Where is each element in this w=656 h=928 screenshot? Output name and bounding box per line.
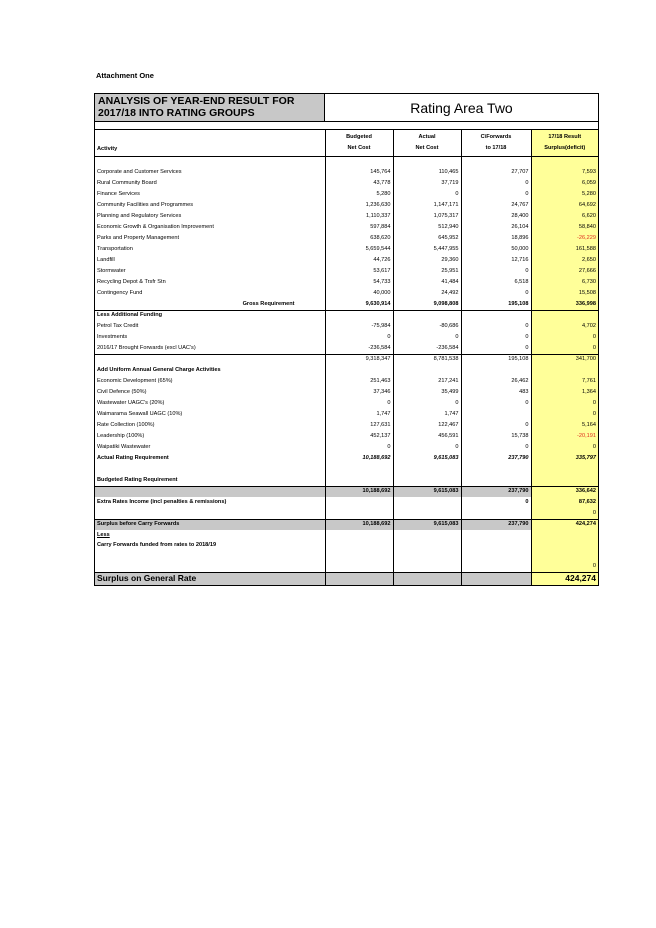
cell-actual: 1,075,317 <box>393 211 461 222</box>
carry-forwards-row <box>95 541 598 561</box>
activity-row <box>95 266 598 277</box>
row-label: Investments <box>97 334 128 340</box>
row-label: Actual Rating Requirement <box>97 455 169 461</box>
cell-actual <box>393 464 461 475</box>
cell-fwd <box>461 310 531 321</box>
cell-fwd <box>461 464 531 475</box>
cell-fwd: 12,716 <box>461 255 531 266</box>
activity-row <box>95 233 598 244</box>
header-spacer <box>95 122 598 130</box>
cell-fwd <box>461 475 531 486</box>
cell-budget: 127,631 <box>325 420 393 431</box>
cell-result: 335,797 <box>531 453 598 464</box>
cell-actual: 24,492 <box>393 288 461 299</box>
activity-row <box>95 178 598 189</box>
cell-result: 0 <box>531 409 598 420</box>
cell-actual: 110,465 <box>393 167 461 178</box>
less-row <box>95 530 598 541</box>
cell-budget: 145,764 <box>325 167 393 178</box>
cell-result <box>531 156 598 167</box>
cell-fwd: 24,767 <box>461 200 531 211</box>
cell-result: 341,700 <box>531 354 598 365</box>
cell-fwd: 237,790 <box>461 519 531 530</box>
activity-row <box>95 222 598 233</box>
cell-actual <box>393 497 461 508</box>
cell-actual: 217,241 <box>393 376 461 387</box>
budgeted-header <box>325 130 393 156</box>
less-funding-heading <box>95 310 598 321</box>
activity-header: Activity <box>97 145 118 152</box>
sheet-title-line2: 2017/18 INTO RATING GROUPS <box>98 107 255 119</box>
forwards-header-l2: to 17/18 <box>485 144 507 151</box>
cell-fwd <box>461 572 531 585</box>
cell-fwd: 237,790 <box>461 453 531 464</box>
row-label: Rural Community Board <box>97 180 157 186</box>
cell-fwd <box>461 561 531 572</box>
sheet-title <box>95 94 325 121</box>
row-label <box>95 561 325 572</box>
cell-budget: 638,620 <box>325 233 393 244</box>
cell-result <box>531 530 598 541</box>
cell-result: 6,620 <box>531 211 598 222</box>
cell-budget: 54,733 <box>325 277 393 288</box>
cell-fwd: 0 <box>461 343 531 354</box>
cell-fwd: 50,000 <box>461 244 531 255</box>
cell-result: 4,702 <box>531 321 598 332</box>
cell-result: 64,692 <box>531 200 598 211</box>
cell-fwd: 0 <box>461 398 531 409</box>
cell-actual: 35,499 <box>393 387 461 398</box>
cell-budget: 0 <box>325 332 393 343</box>
row-label <box>95 486 325 497</box>
cell-result: 58,840 <box>531 222 598 233</box>
cell-fwd: 0 <box>461 332 531 343</box>
row-label: Planning and Regulatory Services <box>97 213 182 219</box>
cell-actual: 25,951 <box>393 266 461 277</box>
row-label: 2016/17 Brought Forwards (excl UAC's) <box>97 344 196 351</box>
actual-header-l1: Actual <box>418 133 436 140</box>
row-label: Stormwater <box>97 268 126 274</box>
uagc-heading <box>95 365 598 376</box>
cell-result: 0 <box>531 561 598 572</box>
cell-actual: 1,747 <box>393 409 461 420</box>
cell-budget: 9,630,914 <box>325 299 393 310</box>
actual-rating-row <box>95 453 598 464</box>
cell-fwd: 27,707 <box>461 167 531 178</box>
row-label: Community Facilities and Programmes <box>97 202 194 208</box>
cell-fwd: 0 <box>461 178 531 189</box>
rating-area-title: Rating Area Two <box>410 99 513 116</box>
row-label: Surplus on General Rate <box>95 572 325 585</box>
cell-budget: 5,280 <box>325 189 393 200</box>
cell-actual: 122,467 <box>393 420 461 431</box>
result-header-l2: Surplus(deficit) <box>544 144 586 151</box>
cell-budget: 40,000 <box>325 288 393 299</box>
cell-actual: 456,591 <box>393 431 461 442</box>
row-label: Corporate and Customer Services <box>97 169 182 175</box>
cell-fwd: 26,462 <box>461 376 531 387</box>
cell-budget <box>325 156 393 167</box>
cell-budget <box>325 541 393 561</box>
cell-budget: 37,346 <box>325 387 393 398</box>
column-header-row <box>95 130 598 156</box>
surplus-before-row <box>95 519 598 530</box>
cell-budget <box>325 497 393 508</box>
sheet-title-line1: ANALYSIS OF YEAR-END RESULT FOR <box>98 95 295 107</box>
row-label: Less Additional Funding <box>95 310 325 321</box>
cell-actual: 0 <box>393 332 461 343</box>
row-label: Wastewater UAGC's (20%) <box>97 400 165 406</box>
row-label: Recycling Depot & Trsfr Stn <box>97 279 166 285</box>
cell-fwd: 0 <box>461 288 531 299</box>
cell-fwd: 0 <box>461 420 531 431</box>
row-label: Surplus before Carry Forwards <box>95 519 325 530</box>
row-label <box>95 464 325 475</box>
blank-row <box>95 156 598 167</box>
cell-budget: 1,236,630 <box>325 200 393 211</box>
cell-actual: 9,615,083 <box>393 486 461 497</box>
cell-actual: 0 <box>393 398 461 409</box>
cell-result: 424,274 <box>531 572 598 585</box>
row-label: Parks and Property Management <box>97 235 180 241</box>
carry-result-row <box>95 561 598 572</box>
cell-result: 0 <box>531 332 598 343</box>
cell-actual: 37,719 <box>393 178 461 189</box>
forwards-header <box>461 130 531 156</box>
result-header-l1: 17/18 Result <box>548 133 582 140</box>
cell-budget: 9,318,347 <box>325 354 393 365</box>
cell-budget: 43,778 <box>325 178 393 189</box>
cell-result <box>531 310 598 321</box>
cell-budget <box>325 508 393 519</box>
cell-fwd: 26,104 <box>461 222 531 233</box>
budgeted-header-l2: Net Cost <box>347 144 371 151</box>
cell-result: 336,998 <box>531 299 598 310</box>
cell-fwd <box>461 508 531 519</box>
cell-budget: 0 <box>325 398 393 409</box>
cell-budget: 1,747 <box>325 409 393 420</box>
gross-requirement-row <box>95 299 598 310</box>
cell-actual <box>393 310 461 321</box>
cell-budget: 10,188,692 <box>325 453 393 464</box>
cell-result: 6,059 <box>531 178 598 189</box>
cell-budget: 5,659,544 <box>325 244 393 255</box>
forwards-header-l1: C\Forwards <box>480 133 512 140</box>
cell-result: -20,191 <box>531 431 598 442</box>
extra-rates-row <box>95 497 598 508</box>
cell-budget: 452,137 <box>325 431 393 442</box>
cell-actual <box>393 508 461 519</box>
uagc-row <box>95 409 598 420</box>
cell-result: 87,632 <box>531 497 598 508</box>
row-label: Less <box>97 532 110 538</box>
cell-fwd: 0 <box>461 321 531 332</box>
actual-header <box>393 130 461 156</box>
cell-actual <box>393 541 461 561</box>
row-label: Carry Forwards funded from rates to 2018/19 <box>97 542 217 548</box>
cell-fwd: 195,108 <box>461 299 531 310</box>
row-label <box>95 156 325 167</box>
cell-actual <box>393 561 461 572</box>
cell-budget <box>325 464 393 475</box>
row-label: Add Uniform Annual General Charge Activities <box>97 367 221 373</box>
cell-budget: 0 <box>325 442 393 453</box>
cell-result <box>531 464 598 475</box>
row-label: Civil Defence (50%) <box>97 389 147 395</box>
cell-actual: -80,686 <box>393 321 461 332</box>
cell-result: 7,761 <box>531 376 598 387</box>
cell-result: 0 <box>531 343 598 354</box>
row-label: Contingency Fund <box>97 290 143 296</box>
cell-fwd: 195,108 <box>461 354 531 365</box>
cell-fwd <box>461 365 531 376</box>
cell-fwd: 0 <box>461 266 531 277</box>
cell-budget <box>325 572 393 585</box>
uagc-row <box>95 387 598 398</box>
row-label: Extra Rates Income (incl penalties & remissions) <box>97 499 227 505</box>
funding-row <box>95 321 598 332</box>
funding-subtotal-row <box>95 354 598 365</box>
cell-result: 2,650 <box>531 255 598 266</box>
cell-fwd: 28,400 <box>461 211 531 222</box>
cell-actual: 1,147,171 <box>393 200 461 211</box>
row-label: Landfill <box>97 257 115 263</box>
cell-result: 424,274 <box>531 519 598 530</box>
result-header <box>531 130 598 156</box>
cell-actual: 0 <box>393 189 461 200</box>
attachment-label: Attachment One <box>96 71 154 80</box>
cell-fwd: 15,738 <box>461 431 531 442</box>
cell-result: 15,508 <box>531 288 598 299</box>
cell-fwd: 6,518 <box>461 277 531 288</box>
cell-fwd: 0 <box>461 497 531 508</box>
cell-result: 336,642 <box>531 486 598 497</box>
cell-actual <box>393 365 461 376</box>
cell-budget <box>325 310 393 321</box>
uagc-row <box>95 398 598 409</box>
row-label: Petrol Tax Credit <box>97 323 139 329</box>
row-label: Rate Collection (100%) <box>97 422 155 428</box>
row-label: Transportation <box>97 246 133 252</box>
cell-actual: 41,484 <box>393 277 461 288</box>
budgeted-rating-values-row <box>95 486 598 497</box>
blank-row <box>95 464 598 475</box>
cell-budget: -236,584 <box>325 343 393 354</box>
cell-result: 5,280 <box>531 189 598 200</box>
budgeted-header-l1: Budgeted <box>346 133 372 140</box>
cell-actual <box>393 156 461 167</box>
uagc-row <box>95 376 598 387</box>
uagc-row <box>95 442 598 453</box>
row-label: Finance Services <box>97 191 140 197</box>
cell-result: 1,364 <box>531 387 598 398</box>
funding-row <box>95 343 598 354</box>
cell-result: 27,666 <box>531 266 598 277</box>
activity-row <box>95 211 598 222</box>
cell-actual: 8,781,538 <box>393 354 461 365</box>
cell-actual: 9,615,083 <box>393 453 461 464</box>
cell-budget: 251,463 <box>325 376 393 387</box>
cell-result <box>531 475 598 486</box>
cell-actual: 9,098,808 <box>393 299 461 310</box>
cell-result <box>531 365 598 376</box>
extra-rates-row-2 <box>95 508 598 519</box>
results-table <box>95 130 598 585</box>
row-label: Gross Requirement <box>242 300 295 307</box>
cell-actual: 5,447,955 <box>393 244 461 255</box>
cell-fwd <box>461 156 531 167</box>
cell-actual <box>393 530 461 541</box>
uagc-row <box>95 420 598 431</box>
cell-fwd <box>461 409 531 420</box>
cell-budget <box>325 561 393 572</box>
cell-actual <box>393 475 461 486</box>
cell-result: 0 <box>531 442 598 453</box>
actual-header-l2: Net Cost <box>415 144 439 151</box>
cell-fwd <box>461 530 531 541</box>
activity-row <box>95 277 598 288</box>
row-label <box>95 508 325 519</box>
cell-actual: 645,952 <box>393 233 461 244</box>
cell-budget: 10,188,692 <box>325 486 393 497</box>
sheet-header <box>95 94 598 122</box>
row-label: Waipatiki Wastewater <box>97 444 151 450</box>
row-label <box>95 354 325 365</box>
cell-fwd: 237,790 <box>461 486 531 497</box>
funding-row <box>95 332 598 343</box>
cell-budget: 53,617 <box>325 266 393 277</box>
cell-actual: -236,584 <box>393 343 461 354</box>
budgeted-rating-label-row <box>95 475 598 486</box>
cell-result: -26,229 <box>531 233 598 244</box>
cell-result: 5,164 <box>531 420 598 431</box>
cell-budget: -75,984 <box>325 321 393 332</box>
activity-row <box>95 200 598 211</box>
row-label: Waimarama Seawall UAGC (10%) <box>97 411 183 417</box>
cell-result: 0 <box>531 508 598 519</box>
activity-row <box>95 288 598 299</box>
cell-budget: 10,188,692 <box>325 519 393 530</box>
cell-result <box>531 541 598 561</box>
final-surplus-row <box>95 572 598 585</box>
cell-result: 6,730 <box>531 277 598 288</box>
rating-analysis-sheet <box>94 93 599 586</box>
cell-budget <box>325 475 393 486</box>
cell-actual <box>393 572 461 585</box>
cell-result: 0 <box>531 398 598 409</box>
activity-row <box>95 244 598 255</box>
cell-budget <box>325 365 393 376</box>
row-label: Economic Development (65%) <box>97 378 173 384</box>
cell-actual: 9,615,083 <box>393 519 461 530</box>
cell-actual: 29,360 <box>393 255 461 266</box>
cell-fwd: 0 <box>461 442 531 453</box>
cell-fwd: 483 <box>461 387 531 398</box>
cell-fwd <box>461 541 531 561</box>
cell-budget <box>325 530 393 541</box>
row-label: Budgeted Rating Requirement <box>97 476 178 483</box>
cell-actual: 512,940 <box>393 222 461 233</box>
activity-row <box>95 255 598 266</box>
row-label: Leadership (100%) <box>97 433 145 439</box>
cell-budget: 44,726 <box>325 255 393 266</box>
activity-row <box>95 189 598 200</box>
row-label: Economic Growth & Organisation Improvement <box>97 224 214 230</box>
cell-fwd: 0 <box>461 189 531 200</box>
cell-result: 7,593 <box>531 167 598 178</box>
cell-result: 161,588 <box>531 244 598 255</box>
uagc-row <box>95 431 598 442</box>
activity-row <box>95 167 598 178</box>
cell-actual: 0 <box>393 442 461 453</box>
cell-budget: 1,110,337 <box>325 211 393 222</box>
cell-budget: 597,884 <box>325 222 393 233</box>
cell-fwd: 18,896 <box>461 233 531 244</box>
